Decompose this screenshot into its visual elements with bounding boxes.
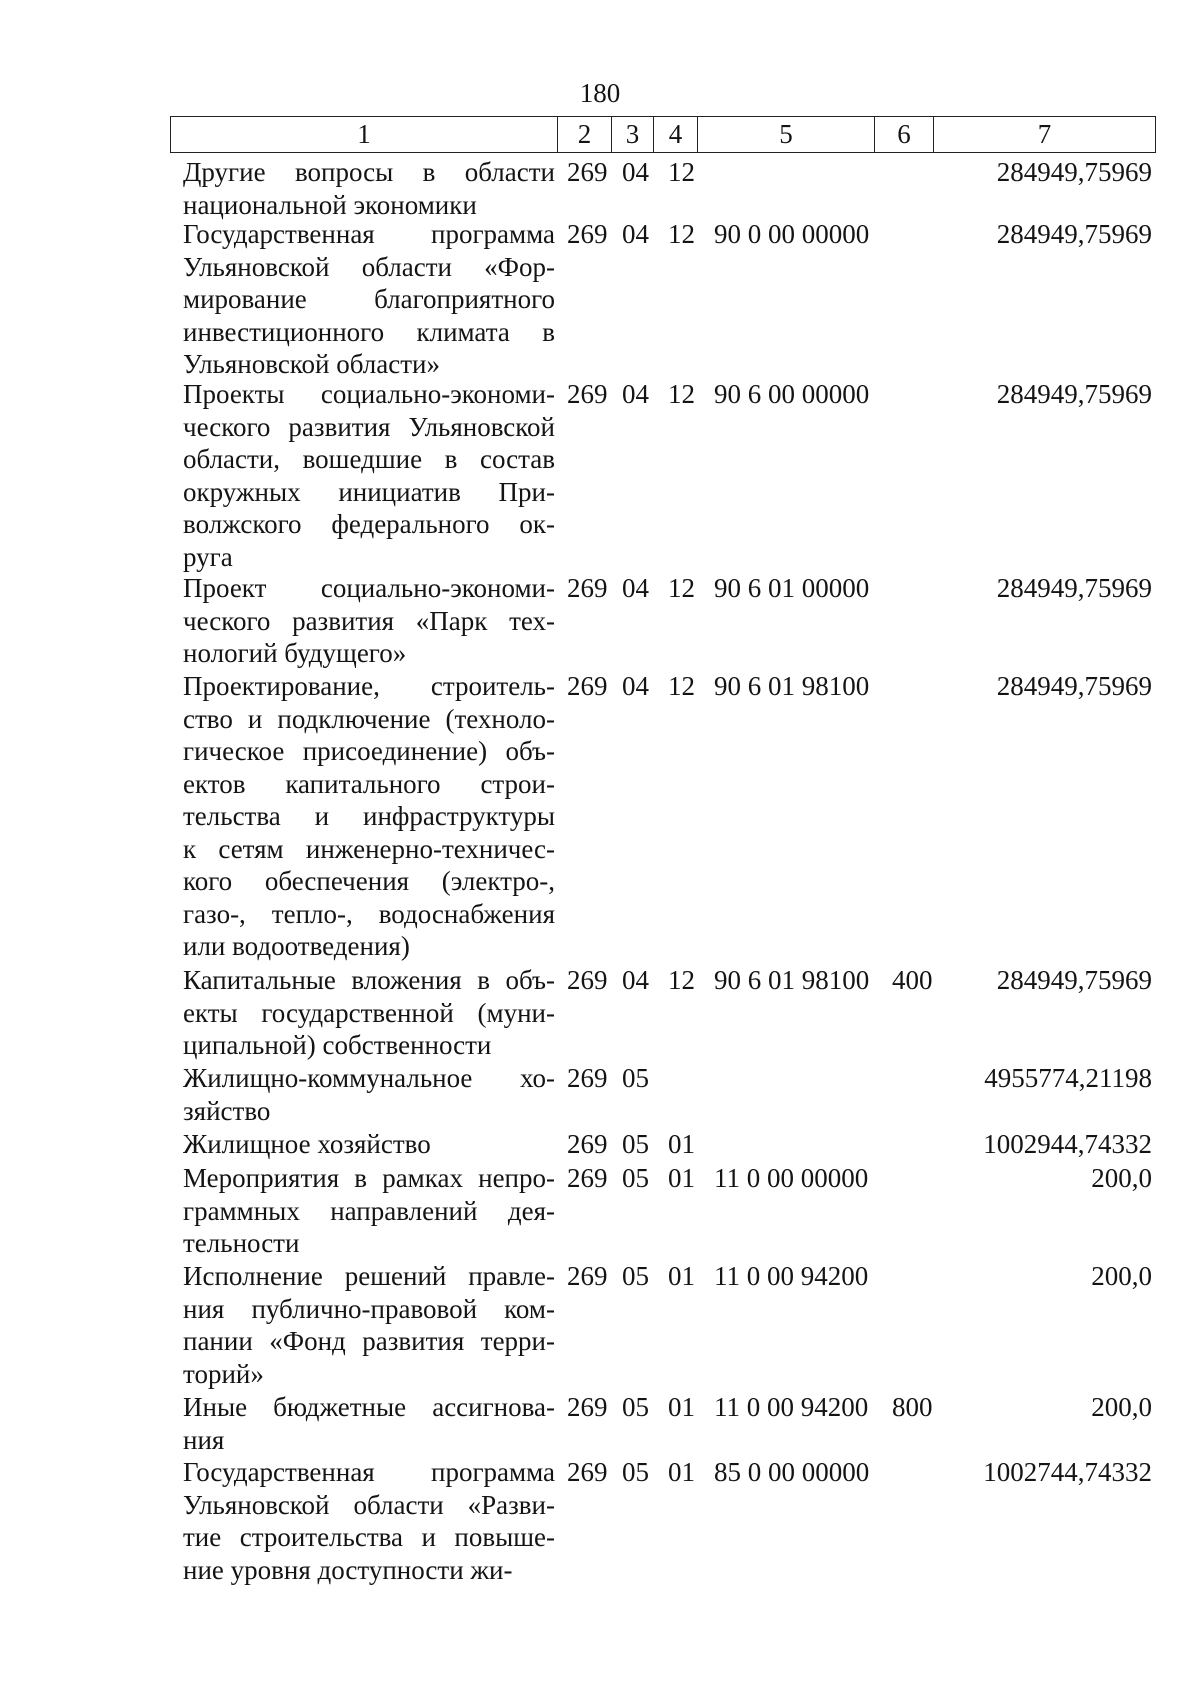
row-description xyxy=(183,670,555,963)
description-line: Проектирование, строитель- xyxy=(183,671,555,701)
cell-c3: 04 xyxy=(622,671,649,701)
description-line: Иные бюджетные ассигнова- xyxy=(183,1392,555,1422)
description-line: Ульяновской области» xyxy=(183,349,441,379)
description-line: ния публично-правовой ком- xyxy=(183,1293,555,1324)
header-col-4: 4 xyxy=(653,117,697,152)
cell-c5: 85 0 00 00000 xyxy=(714,1457,870,1487)
description-line: Ульяновской области «Фор- xyxy=(183,251,555,282)
description-line: граммных направлений дея- xyxy=(183,1195,555,1226)
description-line: ство и подключение (техноло- xyxy=(183,703,555,734)
cell-c4: 01 xyxy=(668,1261,695,1291)
cell-c5: 90 6 01 98100 xyxy=(714,965,870,995)
header-col-1: 1 xyxy=(357,119,371,149)
cell-c7: 284949,75969 xyxy=(996,157,1152,187)
cell-c3: 04 xyxy=(622,965,649,995)
description-line: Государственная программа xyxy=(183,1457,555,1487)
cell-c5: 90 6 01 00000 xyxy=(714,573,870,603)
header-col-5: 5 xyxy=(697,117,874,152)
description-line: тельности xyxy=(183,1228,300,1258)
cell-c6: 800 xyxy=(892,1392,933,1422)
description-line: Жилищное хозяйство xyxy=(183,1129,431,1159)
cell-c4: 12 xyxy=(668,573,695,603)
cell-c3: 05 xyxy=(622,1063,649,1093)
row-description xyxy=(183,378,555,573)
page-number: 180 xyxy=(579,78,621,108)
cell-c6: 400 xyxy=(892,965,933,995)
cell-c2: 269 xyxy=(567,219,608,249)
description-line: тельства и инфраструктуры xyxy=(183,801,555,831)
cell-c3: 04 xyxy=(622,573,649,603)
cell-c2: 269 xyxy=(567,379,608,409)
cell-c2: 269 xyxy=(567,1129,608,1159)
cell-c7: 284949,75969 xyxy=(996,965,1152,995)
description-line: нологий будущего» xyxy=(183,638,407,668)
description-line: Проекты социально-экономи- xyxy=(183,379,555,409)
cell-c5: 11 0 00 94200 xyxy=(714,1261,869,1291)
cell-c2: 269 xyxy=(567,965,608,995)
header-col-2: 2 xyxy=(557,117,611,152)
cell-c3: 05 xyxy=(622,1457,649,1487)
row-description xyxy=(183,156,555,221)
description-line: Жилищно-коммунальное хо- xyxy=(183,1063,555,1093)
description-line: пании «Фонд развития терри- xyxy=(183,1326,555,1356)
cell-c7: 284949,75969 xyxy=(996,219,1152,249)
description-line: к сетям инженерно-техничес- xyxy=(183,833,555,864)
cell-c7: 4955774,21198 xyxy=(984,1063,1152,1093)
cell-c4: 01 xyxy=(668,1392,695,1422)
cell-c3: 04 xyxy=(622,379,649,409)
cell-c4: 12 xyxy=(668,965,695,995)
cell-c3: 04 xyxy=(622,219,649,249)
cell-c3: 05 xyxy=(622,1129,649,1159)
row-description xyxy=(183,572,555,670)
cell-c7: 284949,75969 xyxy=(996,573,1152,603)
row-description xyxy=(183,1456,555,1586)
cell-c2: 269 xyxy=(567,1063,608,1093)
cell-c7: 200,0 xyxy=(1091,1261,1152,1291)
cell-c4: 01 xyxy=(668,1457,695,1487)
cell-c7: 200,0 xyxy=(1091,1163,1152,1193)
header-col-7: 7 xyxy=(933,117,1155,152)
description-line: Исполнение решений правле- xyxy=(183,1261,555,1291)
cell-c4: 12 xyxy=(668,157,695,187)
description-line: тие строительства и повыше- xyxy=(183,1522,555,1552)
cell-c2: 269 xyxy=(567,573,608,603)
description-line: ния xyxy=(183,1424,225,1455)
cell-c5: 11 0 00 00000 xyxy=(714,1163,869,1193)
description-line: ципальной) собственности xyxy=(183,1030,492,1060)
header-col-6: 6 xyxy=(874,117,933,152)
table-header xyxy=(170,116,1156,153)
cell-c4: 12 xyxy=(668,379,695,409)
cell-c2: 269 xyxy=(567,1457,608,1487)
cell-c4: 12 xyxy=(668,219,695,249)
description-line: Ульяновской области «Разви- xyxy=(183,1489,555,1520)
description-line: ектов капитального строи- xyxy=(183,768,555,799)
cell-c2: 269 xyxy=(567,671,608,701)
cell-c2: 269 xyxy=(567,1261,608,1291)
cell-c7: 284949,75969 xyxy=(996,379,1152,409)
cell-c5: 90 6 01 98100 xyxy=(714,671,870,701)
cell-c5: 11 0 00 94200 xyxy=(714,1392,869,1422)
cell-c7: 284949,75969 xyxy=(996,671,1152,701)
description-line: Другие вопросы в области xyxy=(183,157,555,187)
description-line: Государственная программа xyxy=(183,219,555,249)
description-line: ние уровня доступности жи- xyxy=(183,1554,513,1585)
cell-c2: 269 xyxy=(567,1392,608,1422)
cell-c2: 269 xyxy=(567,1163,608,1193)
description-line: ческого развития «Парк тех- xyxy=(183,605,555,636)
cell-c7: 1002744,74332 xyxy=(983,1457,1152,1487)
row-description xyxy=(183,1128,555,1161)
row-description xyxy=(183,1062,555,1127)
cell-c5: 90 0 00 00000 xyxy=(714,219,870,249)
description-line: газо-, тепло-, водоснабжения xyxy=(183,898,555,929)
row-description xyxy=(183,218,555,381)
description-line: инвестиционного климата в xyxy=(183,316,555,347)
cell-c3: 04 xyxy=(622,157,649,187)
description-line: руга xyxy=(183,541,233,572)
cell-c4: 01 xyxy=(668,1163,695,1193)
description-line: гическое присоединение) объ- xyxy=(183,736,555,766)
cell-c4: 01 xyxy=(668,1129,695,1159)
row-description xyxy=(183,1391,555,1456)
description-line: национальной экономики xyxy=(183,189,477,220)
description-line: кого обеспечения (электро-, xyxy=(183,866,555,896)
cell-c7: 200,0 xyxy=(1091,1392,1152,1422)
description-line: окружных инициатив При- xyxy=(183,476,555,507)
row-description xyxy=(183,1260,555,1390)
row-description xyxy=(183,1162,555,1260)
description-line: зяйство xyxy=(183,1095,271,1126)
description-line: Мероприятия в рамках непро- xyxy=(183,1163,555,1193)
cell-c4: 12 xyxy=(668,671,695,701)
cell-c2: 269 xyxy=(567,157,608,187)
cell-c3: 05 xyxy=(622,1261,649,1291)
description-line: Капитальные вложения в объ- xyxy=(183,965,555,995)
header-col-3: 3 xyxy=(611,117,653,152)
description-line: Проект социально-экономи- xyxy=(183,573,555,603)
cell-c7: 1002944,74332 xyxy=(983,1129,1152,1159)
description-line: области, вошедшие в состав xyxy=(183,444,555,474)
description-line: мирование благоприятного xyxy=(183,284,555,314)
description-line: волжского федерального ок- xyxy=(183,509,555,539)
description-line: торий» xyxy=(183,1358,264,1389)
row-description xyxy=(183,964,555,1062)
cell-c5: 90 6 00 00000 xyxy=(714,379,870,409)
cell-c3: 05 xyxy=(622,1163,649,1193)
description-line: или водоотведения) xyxy=(183,931,410,961)
description-line: ческого развития Ульяновской xyxy=(183,411,555,442)
description-line: екты государственной (муни- xyxy=(183,997,555,1028)
cell-c3: 05 xyxy=(622,1392,649,1422)
